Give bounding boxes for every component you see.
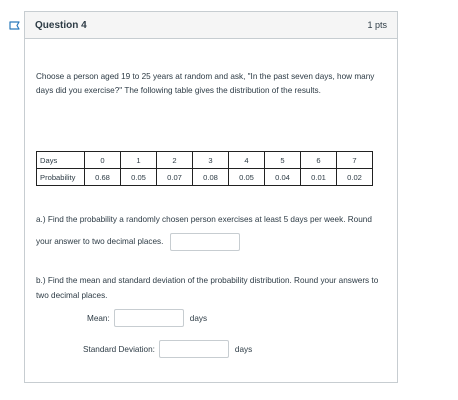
table-row	[37, 169, 373, 186]
sd-input[interactable]	[159, 340, 229, 358]
table-cell: 0.05	[121, 169, 157, 186]
part-b-text: b.) Find the mean and standard deviation of the probability distribution. Round your answers to two decimal places.	[36, 276, 379, 300]
mean-label: Mean:	[87, 313, 110, 323]
mean-input[interactable]	[114, 309, 184, 327]
table-cell: 7	[337, 152, 373, 169]
sd-row	[83, 340, 252, 358]
table-cell: 0.04	[265, 169, 301, 186]
question-points: 1 pts	[367, 20, 387, 30]
part-a-text: a.) Find the probability a randomly chosen person exercises at least 5 days per week. Round your answer to two decimal places.	[36, 215, 372, 246]
part-a-answer-input[interactable]	[170, 233, 240, 251]
table-cell: 0.01	[301, 169, 337, 186]
table-cell: 5	[265, 152, 301, 169]
table-cell: 0.68	[85, 169, 121, 186]
bookmark-flag-icon[interactable]	[9, 21, 21, 30]
table-cell: 0.07	[157, 169, 193, 186]
part-a	[36, 209, 376, 253]
mean-row	[87, 309, 207, 327]
sd-unit: days	[234, 344, 253, 354]
table-row-label: Days	[37, 152, 85, 169]
sd-label: Standard Deviation:	[83, 344, 155, 354]
question-intro: Choose a person aged 19 to 25 years at random and ask, "In the past seven days, how many days did you exercise?" The following table gives the distribution of the results.	[36, 72, 375, 95]
table-cell: 0.02	[337, 169, 373, 186]
table-row	[37, 152, 373, 169]
distribution-table	[36, 151, 373, 186]
question-header	[25, 12, 397, 39]
table-cell: 4	[229, 152, 265, 169]
table-cell: 6	[301, 152, 337, 169]
table-row-label: Probability	[37, 169, 85, 186]
table-cell: 0.08	[193, 169, 229, 186]
table-cell: 0.05	[229, 169, 265, 186]
table-cell: 3	[193, 152, 229, 169]
question-title: Question 4	[35, 19, 87, 31]
table-cell: 0	[85, 152, 121, 169]
mean-unit: days	[189, 313, 208, 323]
table-cell: 2	[157, 152, 193, 169]
question-card	[24, 11, 398, 383]
table-cell: 1	[121, 152, 157, 169]
